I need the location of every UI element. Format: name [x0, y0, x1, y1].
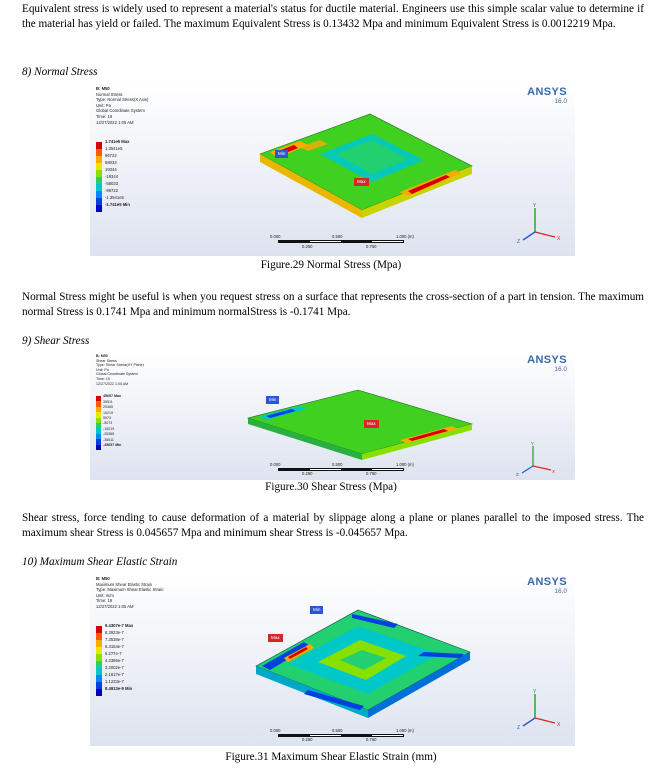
axis-label-z: Z [517, 725, 521, 731]
ansys-brand: ANSYS [527, 86, 567, 98]
info-line: Shear Stress [96, 358, 117, 363]
scale-label: 0.250 [302, 471, 313, 476]
scale-label: 0.000 [270, 462, 281, 467]
legend-label: 1.3541e5 [105, 146, 123, 152]
info-title: B: M50 [96, 86, 110, 91]
axis-label-z: Z [516, 472, 519, 477]
ansys-version: 16.0 [554, 98, 567, 105]
ansys-logo [527, 87, 567, 106]
legend-label: 7.3538e-7 [105, 637, 124, 643]
scale-label: 0.000 [270, 728, 281, 733]
scale-bar-graphic [278, 468, 404, 471]
plate-normal-stress [250, 112, 480, 222]
scale-label: 0.500 [332, 728, 343, 733]
legend-label: 9.4307e-7 Max [105, 623, 134, 629]
info-title: B: M50 [96, 576, 110, 581]
axis-label-x: X [557, 236, 561, 242]
info-line: 12/27/2022 1:05 AM [96, 603, 134, 609]
info-line: Time: 19 [96, 376, 110, 381]
info-line: 12/27/2022 1:05 AM [96, 381, 129, 386]
heading-normal-stress: 8) Normal Stress [22, 66, 98, 78]
info-line: Unit: m/m [96, 592, 114, 598]
info-line: Unit: Pa [96, 102, 111, 108]
scale-label: 0.750 [366, 737, 377, 742]
legend-label: -45657 Min [103, 442, 122, 447]
legend-label: -5073 [103, 421, 113, 426]
axis-label-x: X [557, 722, 561, 728]
scale-label: 0.500 [332, 462, 343, 467]
caption-figure-29: Figure.29 Normal Stress (Mpa) [260, 259, 402, 271]
legend-label: -15219 [103, 426, 115, 431]
scale-label: 0.250 [302, 737, 313, 742]
plate-max-shear-strain [248, 606, 478, 718]
legend-label: 4.2386e-7 [105, 658, 124, 664]
ansys-brand: ANSYS [527, 576, 567, 588]
max-marker: Max [354, 178, 369, 186]
scale-bar [270, 728, 430, 746]
legend-label: 35511 [103, 399, 113, 404]
axis-label-y: Y [533, 203, 537, 209]
scale-label: 0.750 [366, 471, 377, 476]
scale-bar [270, 234, 430, 254]
scale-bar [270, 462, 430, 480]
legend-label: 45657 Max [103, 394, 121, 399]
info-block [96, 86, 148, 125]
info-line: 12/27/2022 1:05 AM [96, 119, 134, 125]
legend-label: 8.3923e-7 [105, 630, 124, 636]
max-marker: Max [364, 420, 379, 428]
scale-bar-graphic [278, 734, 404, 737]
scale-label: 1.000 (m) [396, 462, 414, 467]
min-marker: Min [275, 150, 288, 158]
info-line: Unit: Pa [96, 367, 109, 372]
legend-label: -1.3541e5 [105, 195, 124, 201]
info-line: Time: 19 [96, 113, 113, 119]
legend-label: -1.741e5 Min [105, 202, 130, 208]
info-block [96, 354, 144, 386]
info-line: Normal Stress [96, 91, 123, 97]
legend-label: 19344 [105, 167, 117, 173]
ansys-logo [527, 577, 567, 596]
caption-figure-30: Figure.30 Shear Stress (Mpa) [265, 481, 397, 493]
legend-label: -25365 [103, 432, 115, 437]
figure-normal-stress [90, 82, 575, 256]
ansys-logo [527, 355, 567, 374]
legend-label: 8.4912e-9 Min [105, 686, 133, 692]
legend-label: 96722 [105, 153, 117, 159]
figure-shear-stress [90, 350, 575, 480]
legend-label: 2.1617e-7 [105, 672, 124, 678]
legend-label: 5073 [103, 415, 111, 420]
scale-bar-graphic [278, 240, 404, 243]
info-line: Global Coordinate System [96, 372, 138, 377]
legend-label: -58033 [105, 181, 119, 187]
info-line: Maximum Shear Elastic Strain [96, 581, 153, 587]
axis-label-y: Y [531, 441, 535, 446]
legend-label: 3.2002e-7 [105, 665, 124, 671]
scale-label: 1.000 (m) [396, 728, 414, 733]
axis-triad-icon [515, 688, 565, 732]
legend-label: 15219 [103, 410, 113, 415]
caption-figure-31: Figure.31 Maximum Shear Elastic Strain (mm) [225, 751, 437, 763]
info-title: B: M50 [96, 354, 108, 358]
scale-label: 0.000 [270, 234, 281, 239]
legend-label: 1.1233e-7 [105, 679, 124, 685]
figure-max-shear-strain [90, 572, 575, 746]
min-marker: Min [310, 606, 323, 614]
axis-label-y: Y [533, 689, 537, 695]
ansys-brand: ANSYS [527, 354, 567, 366]
intro-paragraph: Equivalent stress is widely used to represent a material's status for ductile material. Engineers use this simple scalar value to determine if the material has yield or failed. The maximum Equivalent Stress is 0.13432 Mpa and minimum Equivalent Stress is 0.0012219 Mpa. [22, 3, 644, 30]
scale-label: 0.750 [366, 244, 377, 249]
legend-label: -35511 [103, 437, 114, 442]
info-line: Type: Normal Stress(X Axis) [96, 97, 149, 103]
info-line: Global Coordinate System [96, 108, 145, 114]
legend-label: 6.3154e-7 [105, 644, 124, 650]
axis-label-z: Z [517, 239, 521, 245]
axis-triad-icon [515, 440, 559, 478]
legend-label: 1.741e5 Max [105, 139, 130, 145]
paragraph-shear-stress: Shear stress, force tending to cause deformation of a material by slippage along a plane or planes parallel to the imposed stress. The maximum shear Stress is 0.045657 Mpa and minimum shear Stress is -0.045657 Mpa. [22, 512, 644, 539]
scale-label: 0.250 [302, 244, 313, 249]
legend-label: -96722 [105, 188, 119, 194]
max-marker: Max [268, 634, 283, 642]
heading-max-shear-strain: 10) Maximum Shear Elastic Strain [22, 556, 178, 568]
heading-shear-stress: 9) Shear Stress [22, 335, 90, 347]
legend-label: 25365 [103, 405, 113, 410]
scale-label: 0.500 [332, 234, 343, 239]
ansys-version: 16.0 [554, 366, 567, 373]
ansys-version: 16.0 [554, 588, 567, 595]
scale-label: 1.000 (m) [396, 234, 414, 239]
legend-label: 58033 [105, 160, 117, 166]
legend-label: -19344 [105, 174, 119, 180]
paragraph-normal-stress: Normal Stress might be useful is when you request stress on a surface that represents the cross-section of a part in tension. The maximum normal Stress is 0.1741 Mpa and minimum normalStress is -0.1741 Mpa. [22, 291, 644, 318]
info-line: Time: 19 [96, 598, 113, 604]
info-line: Type: Shear Stress(XY Plane) [96, 363, 144, 368]
info-block [96, 576, 164, 610]
min-marker: Min [266, 396, 279, 404]
legend-label: 5.277e-7 [105, 651, 122, 657]
axis-label-x: X [552, 469, 556, 474]
info-line: Type: Maximum Shear Elastic Strain [96, 587, 164, 593]
axis-triad-icon [515, 202, 565, 246]
